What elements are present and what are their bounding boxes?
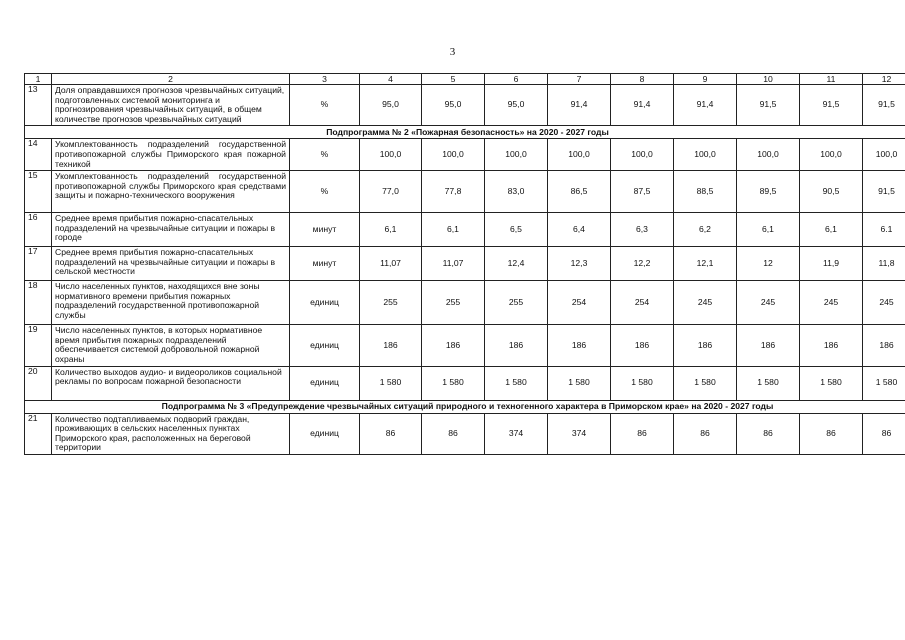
value-cell: 245 bbox=[863, 281, 905, 325]
value-cell: 77,0 bbox=[360, 171, 422, 213]
value-cell: 245 bbox=[800, 281, 863, 325]
value-cell: 12,4 bbox=[485, 247, 548, 281]
table-row bbox=[25, 247, 905, 281]
value-cell: 83,0 bbox=[485, 171, 548, 213]
row-number: 14 bbox=[25, 139, 52, 171]
value-cell: 91,5 bbox=[737, 85, 800, 126]
indicator-name: Количество подтапливаемых подворий граждан, проживающих в сельских населенных пунктах Приморского края, расположенных на береговой территории bbox=[52, 413, 290, 454]
subprogram-title: Подпрограмма № 3 «Предупреждение чрезвычайных ситуаций природного и техногенного характера в Приморском крае» на 2020 - 2027 годы bbox=[25, 400, 905, 413]
indicator-name: Среднее время прибытия пожарно-спасательных подразделений на чрезвычайные ситуации и пожары в сельской местности bbox=[52, 247, 290, 281]
row-number: 15 bbox=[25, 171, 52, 213]
row-number: 18 bbox=[25, 281, 52, 325]
indicator-name: Среднее время прибытия пожарно-спасательных подразделений на чрезвычайные ситуации и пожары в городе bbox=[52, 213, 290, 247]
value-cell: 245 bbox=[737, 281, 800, 325]
value-cell: 91,4 bbox=[611, 85, 674, 126]
value-cell: 6,1 bbox=[360, 213, 422, 247]
table-row bbox=[25, 85, 905, 126]
indicator-name: Количество выходов аудио- и видеороликов социальной рекламы по вопросам пожарной безопасности bbox=[52, 366, 290, 400]
value-cell: 95,0 bbox=[360, 85, 422, 126]
value-cell: 6,1 bbox=[737, 213, 800, 247]
value-cell: 12 bbox=[737, 247, 800, 281]
row-number: 19 bbox=[25, 325, 52, 366]
unit-cell: % bbox=[290, 85, 360, 126]
subprogram-header-row bbox=[25, 400, 905, 413]
subprogram-header-row bbox=[25, 126, 905, 139]
unit-cell: единиц bbox=[290, 325, 360, 366]
value-cell: 1 580 bbox=[800, 366, 863, 400]
column-number: 11 bbox=[800, 74, 863, 85]
value-cell: 1 580 bbox=[422, 366, 485, 400]
value-cell: 6,5 bbox=[485, 213, 548, 247]
value-cell: 11,07 bbox=[422, 247, 485, 281]
value-cell: 100,0 bbox=[674, 139, 737, 171]
column-number: 5 bbox=[422, 74, 485, 85]
value-cell: 6,1 bbox=[422, 213, 485, 247]
row-number: 20 bbox=[25, 366, 52, 400]
row-number: 21 bbox=[25, 413, 52, 454]
value-cell: 91,5 bbox=[863, 85, 905, 126]
unit-cell: минут bbox=[290, 213, 360, 247]
table-row bbox=[25, 213, 905, 247]
value-cell: 100,0 bbox=[360, 139, 422, 171]
indicator-name: Число населенных пунктов, находящихся вне зоны нормативного времени прибытия пожарных подразделений государственной противопожарной службы bbox=[52, 281, 290, 325]
value-cell: 374 bbox=[485, 413, 548, 454]
value-cell: 1 580 bbox=[674, 366, 737, 400]
indicators-table bbox=[24, 73, 905, 455]
table-row bbox=[25, 413, 905, 454]
value-cell: 1 580 bbox=[863, 366, 905, 400]
row-number: 13 bbox=[25, 85, 52, 126]
table-row bbox=[25, 171, 905, 213]
value-cell: 186 bbox=[548, 325, 611, 366]
unit-cell: единиц bbox=[290, 413, 360, 454]
unit-cell: минут bbox=[290, 247, 360, 281]
table-row bbox=[25, 325, 905, 366]
value-cell: 100,0 bbox=[800, 139, 863, 171]
value-cell: 255 bbox=[422, 281, 485, 325]
value-cell: 254 bbox=[548, 281, 611, 325]
value-cell: 6.1 bbox=[863, 213, 905, 247]
value-cell: 100,0 bbox=[863, 139, 905, 171]
value-cell: 86 bbox=[674, 413, 737, 454]
unit-cell: единиц bbox=[290, 366, 360, 400]
unit-cell: единиц bbox=[290, 281, 360, 325]
value-cell: 91,4 bbox=[548, 85, 611, 126]
value-cell: 91,5 bbox=[863, 171, 905, 213]
column-number: 4 bbox=[360, 74, 422, 85]
column-number: 10 bbox=[737, 74, 800, 85]
value-cell: 6,3 bbox=[611, 213, 674, 247]
value-cell: 245 bbox=[674, 281, 737, 325]
value-cell: 254 bbox=[611, 281, 674, 325]
value-cell: 100,0 bbox=[485, 139, 548, 171]
column-number-row bbox=[25, 74, 905, 85]
value-cell: 91,5 bbox=[800, 85, 863, 126]
row-number: 17 bbox=[25, 247, 52, 281]
value-cell: 95,0 bbox=[422, 85, 485, 126]
value-cell: 1 580 bbox=[611, 366, 674, 400]
table-row bbox=[25, 366, 905, 400]
column-number: 2 bbox=[52, 74, 290, 85]
value-cell: 100,0 bbox=[548, 139, 611, 171]
value-cell: 186 bbox=[611, 325, 674, 366]
table-row bbox=[25, 281, 905, 325]
indicator-name: Укомплектованность подразделений государственной противопожарной службы Приморского края средствами защиты и пожарно-технического вооружения bbox=[52, 171, 290, 213]
value-cell: 12,3 bbox=[548, 247, 611, 281]
value-cell: 12,2 bbox=[611, 247, 674, 281]
column-number: 8 bbox=[611, 74, 674, 85]
value-cell: 186 bbox=[485, 325, 548, 366]
value-cell: 374 bbox=[548, 413, 611, 454]
value-cell: 11,07 bbox=[360, 247, 422, 281]
value-cell: 1 580 bbox=[485, 366, 548, 400]
value-cell: 186 bbox=[800, 325, 863, 366]
unit-cell: % bbox=[290, 171, 360, 213]
value-cell: 90,5 bbox=[800, 171, 863, 213]
value-cell: 1 580 bbox=[548, 366, 611, 400]
indicator-name: Укомплектованность подразделений государственной противопожарной службы Приморского края пожарной техникой bbox=[52, 139, 290, 171]
subprogram-title: Подпрограмма № 2 «Пожарная безопасность» на 2020 - 2027 годы bbox=[25, 126, 905, 139]
value-cell: 88,5 bbox=[674, 171, 737, 213]
value-cell: 186 bbox=[737, 325, 800, 366]
value-cell: 1 580 bbox=[360, 366, 422, 400]
value-cell: 86,5 bbox=[548, 171, 611, 213]
table-row bbox=[25, 139, 905, 171]
value-cell: 86 bbox=[360, 413, 422, 454]
value-cell: 1 580 bbox=[737, 366, 800, 400]
column-number: 7 bbox=[548, 74, 611, 85]
column-number: 12 bbox=[863, 74, 905, 85]
column-number: 1 bbox=[25, 74, 52, 85]
value-cell: 186 bbox=[422, 325, 485, 366]
value-cell: 91,4 bbox=[674, 85, 737, 126]
value-cell: 6,4 bbox=[548, 213, 611, 247]
row-number: 16 bbox=[25, 213, 52, 247]
value-cell: 255 bbox=[360, 281, 422, 325]
value-cell: 186 bbox=[360, 325, 422, 366]
indicator-name: Число населенных пунктов, в которых нормативное время прибытия пожарных подразделений обеспечивается системой добровольной пожарной охраны bbox=[52, 325, 290, 366]
value-cell: 11,9 bbox=[800, 247, 863, 281]
value-cell: 100,0 bbox=[611, 139, 674, 171]
page-number: 3 bbox=[449, 46, 456, 58]
value-cell: 255 bbox=[485, 281, 548, 325]
value-cell: 6,2 bbox=[674, 213, 737, 247]
value-cell: 87,5 bbox=[611, 171, 674, 213]
column-number: 9 bbox=[674, 74, 737, 85]
indicator-name: Доля оправдавшихся прогнозов чрезвычайных ситуаций, подготовленных системой мониторинга и прогнозирования чрезвычайных ситуаций, в общем количестве прогнозов чрезвычайных ситуаций bbox=[52, 85, 290, 126]
value-cell: 86 bbox=[800, 413, 863, 454]
value-cell: 77,8 bbox=[422, 171, 485, 213]
value-cell: 86 bbox=[863, 413, 905, 454]
value-cell: 6,1 bbox=[800, 213, 863, 247]
value-cell: 186 bbox=[674, 325, 737, 366]
column-number: 6 bbox=[485, 74, 548, 85]
value-cell: 86 bbox=[737, 413, 800, 454]
value-cell: 86 bbox=[611, 413, 674, 454]
value-cell: 12,1 bbox=[674, 247, 737, 281]
value-cell: 89,5 bbox=[737, 171, 800, 213]
unit-cell: % bbox=[290, 139, 360, 171]
column-number: 3 bbox=[290, 74, 360, 85]
value-cell: 11,8 bbox=[863, 247, 905, 281]
value-cell: 86 bbox=[422, 413, 485, 454]
value-cell: 100,0 bbox=[422, 139, 485, 171]
value-cell: 100,0 bbox=[737, 139, 800, 171]
value-cell: 95,0 bbox=[485, 85, 548, 126]
value-cell: 186 bbox=[863, 325, 905, 366]
